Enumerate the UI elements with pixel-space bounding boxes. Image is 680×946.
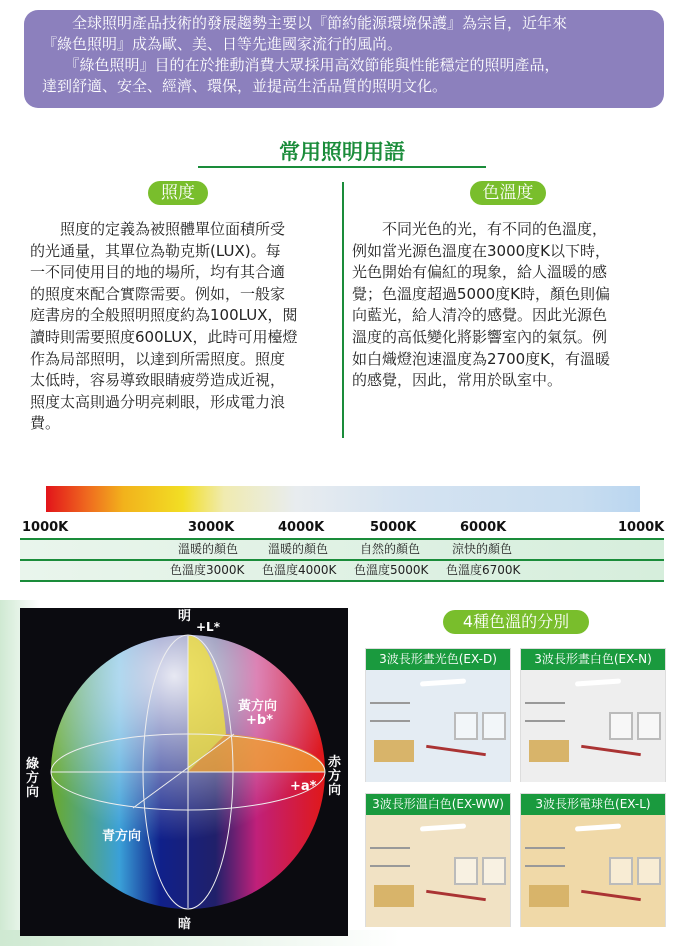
text-line: 不同光色的光，有不同的色溫度， [352, 220, 608, 238]
text-line: 太低時，容易導致眼睛疲勞造成近視， [30, 371, 286, 390]
photo-ex-n [520, 648, 666, 782]
comparison-badge: 4種色溫的分別 [443, 610, 589, 634]
temp-cell: 色溫度5000K [354, 563, 429, 577]
temperature-row [20, 561, 664, 580]
feeling-cell: 溫暖的顏色 [178, 542, 239, 556]
text-line: 如白熾燈泡速溫度為2700度K，有溫暖 [352, 349, 611, 368]
label-dark: 暗 [178, 917, 192, 932]
color-temp-badge: 色溫度 [470, 181, 546, 205]
feeling-cell: 溫暖的顏色 [268, 542, 329, 556]
photo-ex-l [520, 793, 666, 927]
color-sphere [20, 608, 348, 936]
photo-ex-ww [365, 793, 511, 927]
intro-box [24, 10, 664, 108]
text-line: 一不同使用目的地的場所，均有其合適 [30, 263, 286, 282]
text-line: 照度的定義為被照體單位面積所受 [30, 220, 286, 238]
text-line: 照度太高則過分明亮刺眼，形成電力浪 [30, 392, 286, 411]
text-line: 覺；色溫度超過5000度K時，顏色則偏 [352, 284, 611, 303]
temp-cell: 色溫度3000K [170, 563, 245, 577]
illuminance-text [30, 219, 298, 435]
label-green: 綠方向 [26, 757, 40, 800]
text-line: 例如當光源色溫度在3000度K以下時， [352, 241, 611, 260]
label-a-axis: +a* [290, 779, 317, 794]
tick-label: 3000K [188, 520, 235, 535]
label-light: 明 [178, 609, 192, 624]
room-image [521, 670, 665, 782]
feeling-cell: 自然的顏色 [360, 542, 421, 556]
text-line: 的光通量，其單位為勒克斯(LUX)。每 [30, 241, 281, 260]
label-red: 赤方向 [328, 755, 342, 798]
photo-label: 3波長形溫白色(EX-WW) [366, 794, 510, 815]
column-divider [342, 182, 344, 438]
text-line: 庭書房的全般照明照度約為100LUX，閱 [30, 306, 298, 325]
tick-label: 1000K [618, 520, 665, 535]
intro-line: 全球照明產品技術的發展趨勢主要以『節約能源環境保護』為宗旨，近年來 [42, 14, 568, 32]
title-underline [198, 166, 486, 168]
text-line: 讀時則需要照度600LUX，此時可用檯燈 [30, 327, 298, 346]
text-line: 光色開始有偏紅的現象，給人溫暖的感 [352, 263, 608, 282]
intro-line: 『綠色照明』目的在於推動消費大眾採用高效節能與性能穩定的照明產品， [42, 56, 560, 74]
text-line: 的感覺，因此，常用於臥室中。 [352, 371, 563, 390]
text-line: 作為局部照明，以達到所需照度。照度 [30, 349, 286, 368]
photo-label: 3波長形晝白色(EX-N) [521, 649, 665, 670]
tick-label: 1000K [22, 520, 69, 535]
room-image [366, 815, 510, 927]
color-temp-text [352, 219, 610, 392]
label-yellow: 黃方向 [238, 699, 278, 714]
text-line: 費。 [30, 414, 61, 433]
text-line: 的照度來配合實際需要。例如，一般家 [30, 284, 286, 303]
room-image [521, 815, 665, 927]
table-line [20, 580, 664, 582]
tick-label: 4000K [278, 520, 325, 535]
text-line: 向藍光，給人清冷的感覺。因此光源色 [352, 306, 608, 325]
label-l-axis: +L* [196, 620, 220, 634]
label-blue: 青方向 [102, 829, 142, 844]
photo-ex-d [365, 648, 511, 782]
photo-label: 3波長形晝光色(EX-D) [366, 649, 510, 670]
feeling-cell: 涼快的顏色 [452, 542, 513, 556]
intro-line: 達到舒適、安全、經濟、環保，並提高生活品質的照明文化。 [42, 77, 448, 95]
label-b-axis: +b* [246, 713, 273, 728]
intro-line: 『綠色照明』成為歐、美、日等先進國家流行的風尚。 [42, 35, 403, 53]
photo-label: 3波長形電球色(EX-L) [521, 794, 665, 815]
section-title: 常用照明用語 [279, 140, 405, 164]
illuminance-badge: 照度 [148, 181, 208, 205]
tick-label: 6000K [460, 520, 507, 535]
temp-cell: 色溫度4000K [262, 563, 337, 577]
room-image [366, 670, 510, 782]
text-line: 溫度的高低變化將影響室內的氣氛。例 [352, 327, 608, 346]
color-temperature-gradient [46, 486, 640, 512]
feeling-row [20, 540, 664, 559]
tick-label: 5000K [370, 520, 417, 535]
color-sphere-diagram [20, 608, 348, 936]
temp-cell: 色溫度6700K [446, 563, 521, 577]
